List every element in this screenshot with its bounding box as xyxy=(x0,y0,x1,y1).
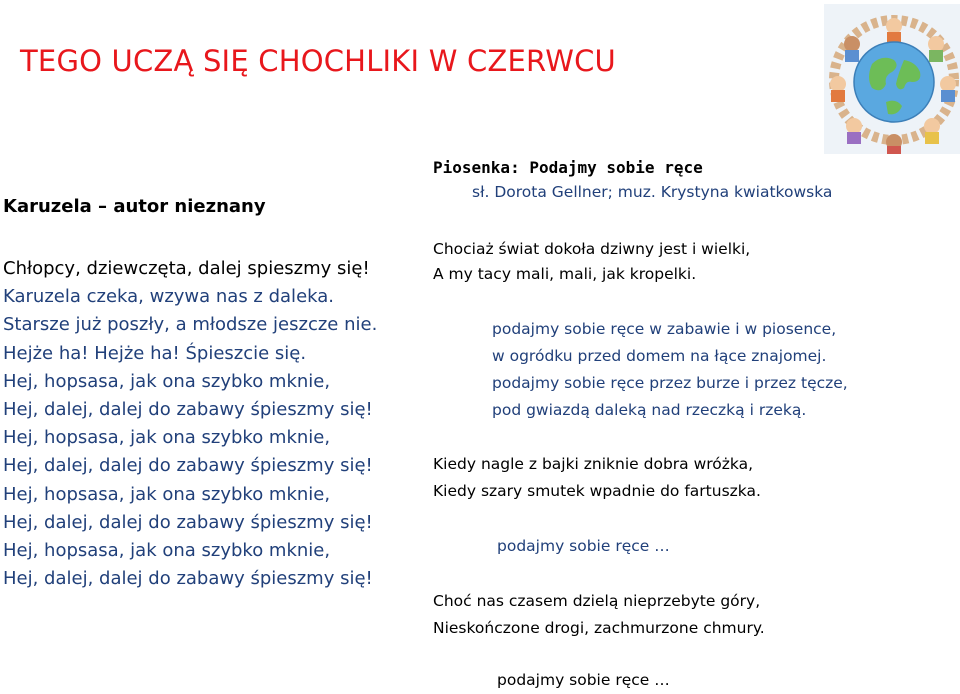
chorus-line: pod gwiazdą daleką nad rzeczką i rzeką. xyxy=(492,401,807,419)
poem-line: Hej, hopsasa, jak ona szybko mknie, xyxy=(3,370,331,392)
poem-line: Karuzela czeka, wzywa nas z daleka. xyxy=(3,286,334,308)
song-title: Piosenka: Podajmy sobie ręce xyxy=(433,158,703,177)
poem-line: Hej, dalej, dalej do zabawy śpieszmy się! xyxy=(3,511,373,533)
left-poem-heading: Karuzela – autor nieznany xyxy=(3,196,266,217)
chorus-line: podajmy sobie ręce w zabawie i w piosence, xyxy=(492,320,837,338)
chorus-short: podajmy sobie ręce … xyxy=(497,537,670,555)
poem-line: Starsze już poszły, a młodsze jeszcze nie. xyxy=(3,314,378,336)
poem-line: Hejże ha! Hejże ha! Śpieszcie się. xyxy=(3,342,307,364)
verse-line: Kiedy szary smutek wpadnie do fartuszka. xyxy=(433,482,761,500)
poem-line: Hej, dalej, dalej do zabawy śpieszmy się! xyxy=(3,398,373,420)
verse-line: Kiedy nagle z bajki zniknie dobra wróżka, xyxy=(433,455,754,473)
verse-line: Chociaż świat dokoła dziwny jest i wielki, xyxy=(433,240,751,258)
globe-children-icon xyxy=(824,4,960,154)
chorus-line: w ogródku przed domem na łące znajomej. xyxy=(492,347,827,365)
poem-line: Hej, dalej, dalej do zabawy śpieszmy się! xyxy=(3,568,373,590)
poem-line: Hej, hopsasa, jak ona szybko mknie, xyxy=(3,483,331,505)
poem-line: Hej, dalej, dalej do zabawy śpieszmy się! xyxy=(3,455,373,477)
left-poem-lines xyxy=(3,255,377,593)
poem-line: Hej, hopsasa, jak ona szybko mknie, xyxy=(3,539,331,561)
chorus-short: podajmy sobie ręce … xyxy=(497,671,670,689)
page-title: TEGO UCZĄ SIĘ CHOCHLIKI W CZERWCU xyxy=(20,44,616,78)
song-authors: sł. Dorota Gellner; muz. Krystyna kwiatkowska xyxy=(472,183,833,201)
chorus-line: podajmy sobie ręce przez burze i przez tęcze, xyxy=(492,374,848,392)
poem-line: Chłopcy, dziewczęta, dalej spieszmy się! xyxy=(3,258,370,279)
verse-line: Nieskończone drogi, zachmurzone chmury. xyxy=(433,619,765,637)
verse-line: A my tacy mali, mali, jak kropelki. xyxy=(433,265,697,283)
globe-illustration xyxy=(824,4,960,154)
poem-line: Hej, hopsasa, jak ona szybko mknie, xyxy=(3,427,331,449)
verse-line: Choć nas czasem dzielą nieprzebyte góry, xyxy=(433,592,761,610)
